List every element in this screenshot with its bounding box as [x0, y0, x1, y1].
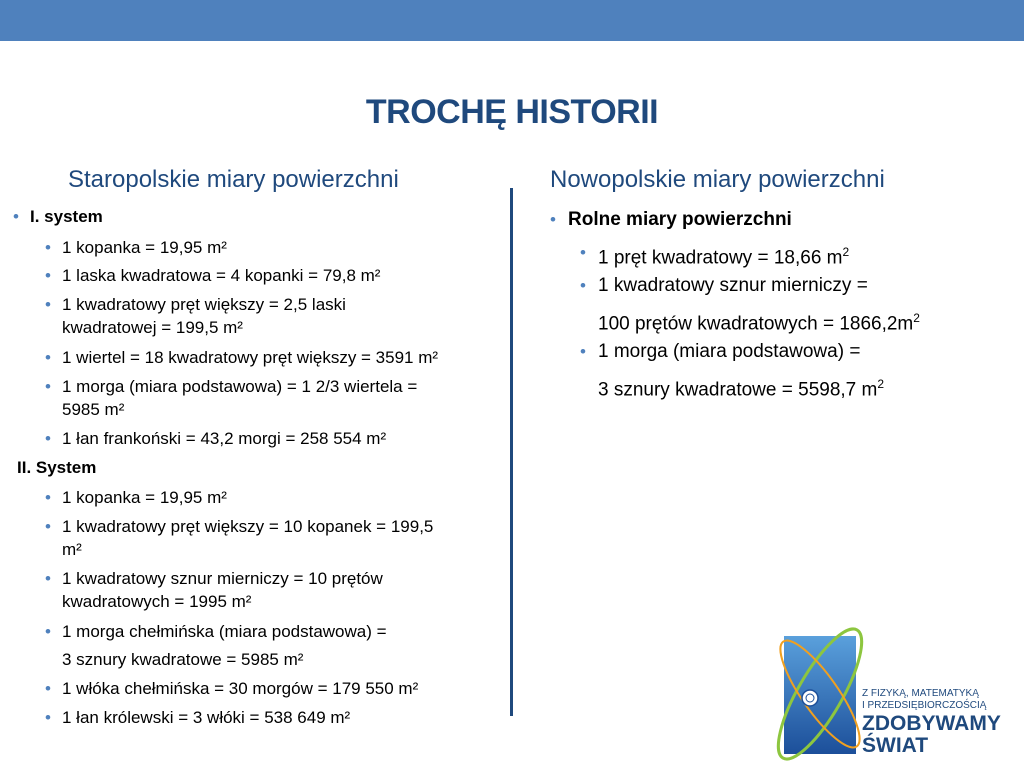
list-item: 1 morga (miara podstawowa) = [598, 341, 861, 362]
list-item: 1 wiertel = 18 kwadratowy pręt większy = 3591 m² [62, 348, 439, 367]
list-item: 1 kwadratowy pręt większy = 10 kopanek = 199,5 [62, 517, 434, 536]
list-item: 1 włóka chełmińska = 30 morgów = 179 550 m² [62, 679, 419, 698]
list-item: 1 kwadratowy sznur mierniczy = 10 prętów [62, 569, 383, 588]
bullet-icon: • [580, 276, 586, 295]
project-logo [770, 622, 1024, 768]
bullet-icon: • [45, 708, 51, 727]
list-item: 1 kopanka = 19,95 m² [62, 488, 227, 507]
bullet-icon: • [45, 348, 51, 367]
bullet-icon: • [45, 569, 51, 588]
bullet-icon: • [45, 622, 51, 641]
logo-brand-1: ZDOBYWAMY [862, 712, 1001, 735]
logo-tagline-2: I PRZEDSIĘBIORCZOŚCIĄ [862, 700, 987, 711]
bullet-icon: • [550, 210, 556, 229]
list-item-continuation: 3 sznury kwadratowe = 5985 m² [62, 650, 304, 669]
list-item: 1 morga chełmińska (miara podstawowa) = [62, 622, 387, 641]
system1-label: I. system [30, 207, 103, 226]
list-item-continuation: 5985 m² [62, 400, 125, 419]
bullet-icon: • [45, 266, 51, 285]
list-item: 1 łan frankoński = 43,2 morgi = 258 554 m² [62, 429, 387, 448]
logo-brand-2: ŚWIAT [862, 734, 929, 757]
list-item-continuation: 100 prętów kwadratowych = $1866,2m^2$ [598, 311, 920, 335]
list-item-continuation: 3 sznury kwadratowe = 5598,7 $m^2$ [598, 377, 885, 401]
bullet-icon: • [13, 207, 19, 226]
bullet-icon: • [45, 679, 51, 698]
bullet-icon: • [45, 377, 51, 396]
bullet-icon: • [580, 342, 586, 361]
top-bar [0, 0, 1024, 41]
list-item: 1 łan królewski = 3 włóki = 538 649 m² [62, 708, 351, 727]
list-item-continuation: kwadratowej = 199,5 m² [62, 318, 243, 337]
left-column-heading: Staropolskie miary powierzchni [68, 166, 399, 193]
bullet-icon: • [45, 238, 51, 257]
logo-tagline-1: Z FIZYKĄ, MATEMATYKĄ [862, 688, 979, 699]
list-item: 1 morga (miara podstawowa) = 1 2/3 wiertela = [62, 377, 418, 396]
bullet-icon: • [580, 243, 586, 262]
right-column-heading: Nowopolskie miary powierzchni [550, 166, 885, 193]
slide-title: TROCHĘ HISTORII [365, 93, 659, 131]
system2-label: II. System [17, 458, 97, 477]
bullet-icon: • [45, 429, 51, 448]
right-section-label: Rolne miary powierzchni [568, 209, 792, 230]
list-item: 1 laska kwadratowa = 4 kopanki = 79,8 m² [62, 266, 381, 285]
list-item-continuation: m² [62, 540, 82, 559]
list-item: 1 kwadratowy pręt większy = 2,5 laski [62, 295, 346, 314]
column-divider [510, 188, 513, 716]
bullet-icon: • [45, 517, 51, 536]
bullet-icon: • [45, 295, 51, 314]
list-item: 1 kwadratowy sznur mierniczy = [598, 275, 868, 296]
bullet-icon: • [45, 488, 51, 507]
list-item: 1 pręt kwadratowy = 18,66 $m^2$ [598, 245, 850, 269]
list-item-continuation: kwadratowych = 1995 m² [62, 592, 252, 611]
list-item: 1 kopanka = 19,95 m² [62, 238, 227, 257]
